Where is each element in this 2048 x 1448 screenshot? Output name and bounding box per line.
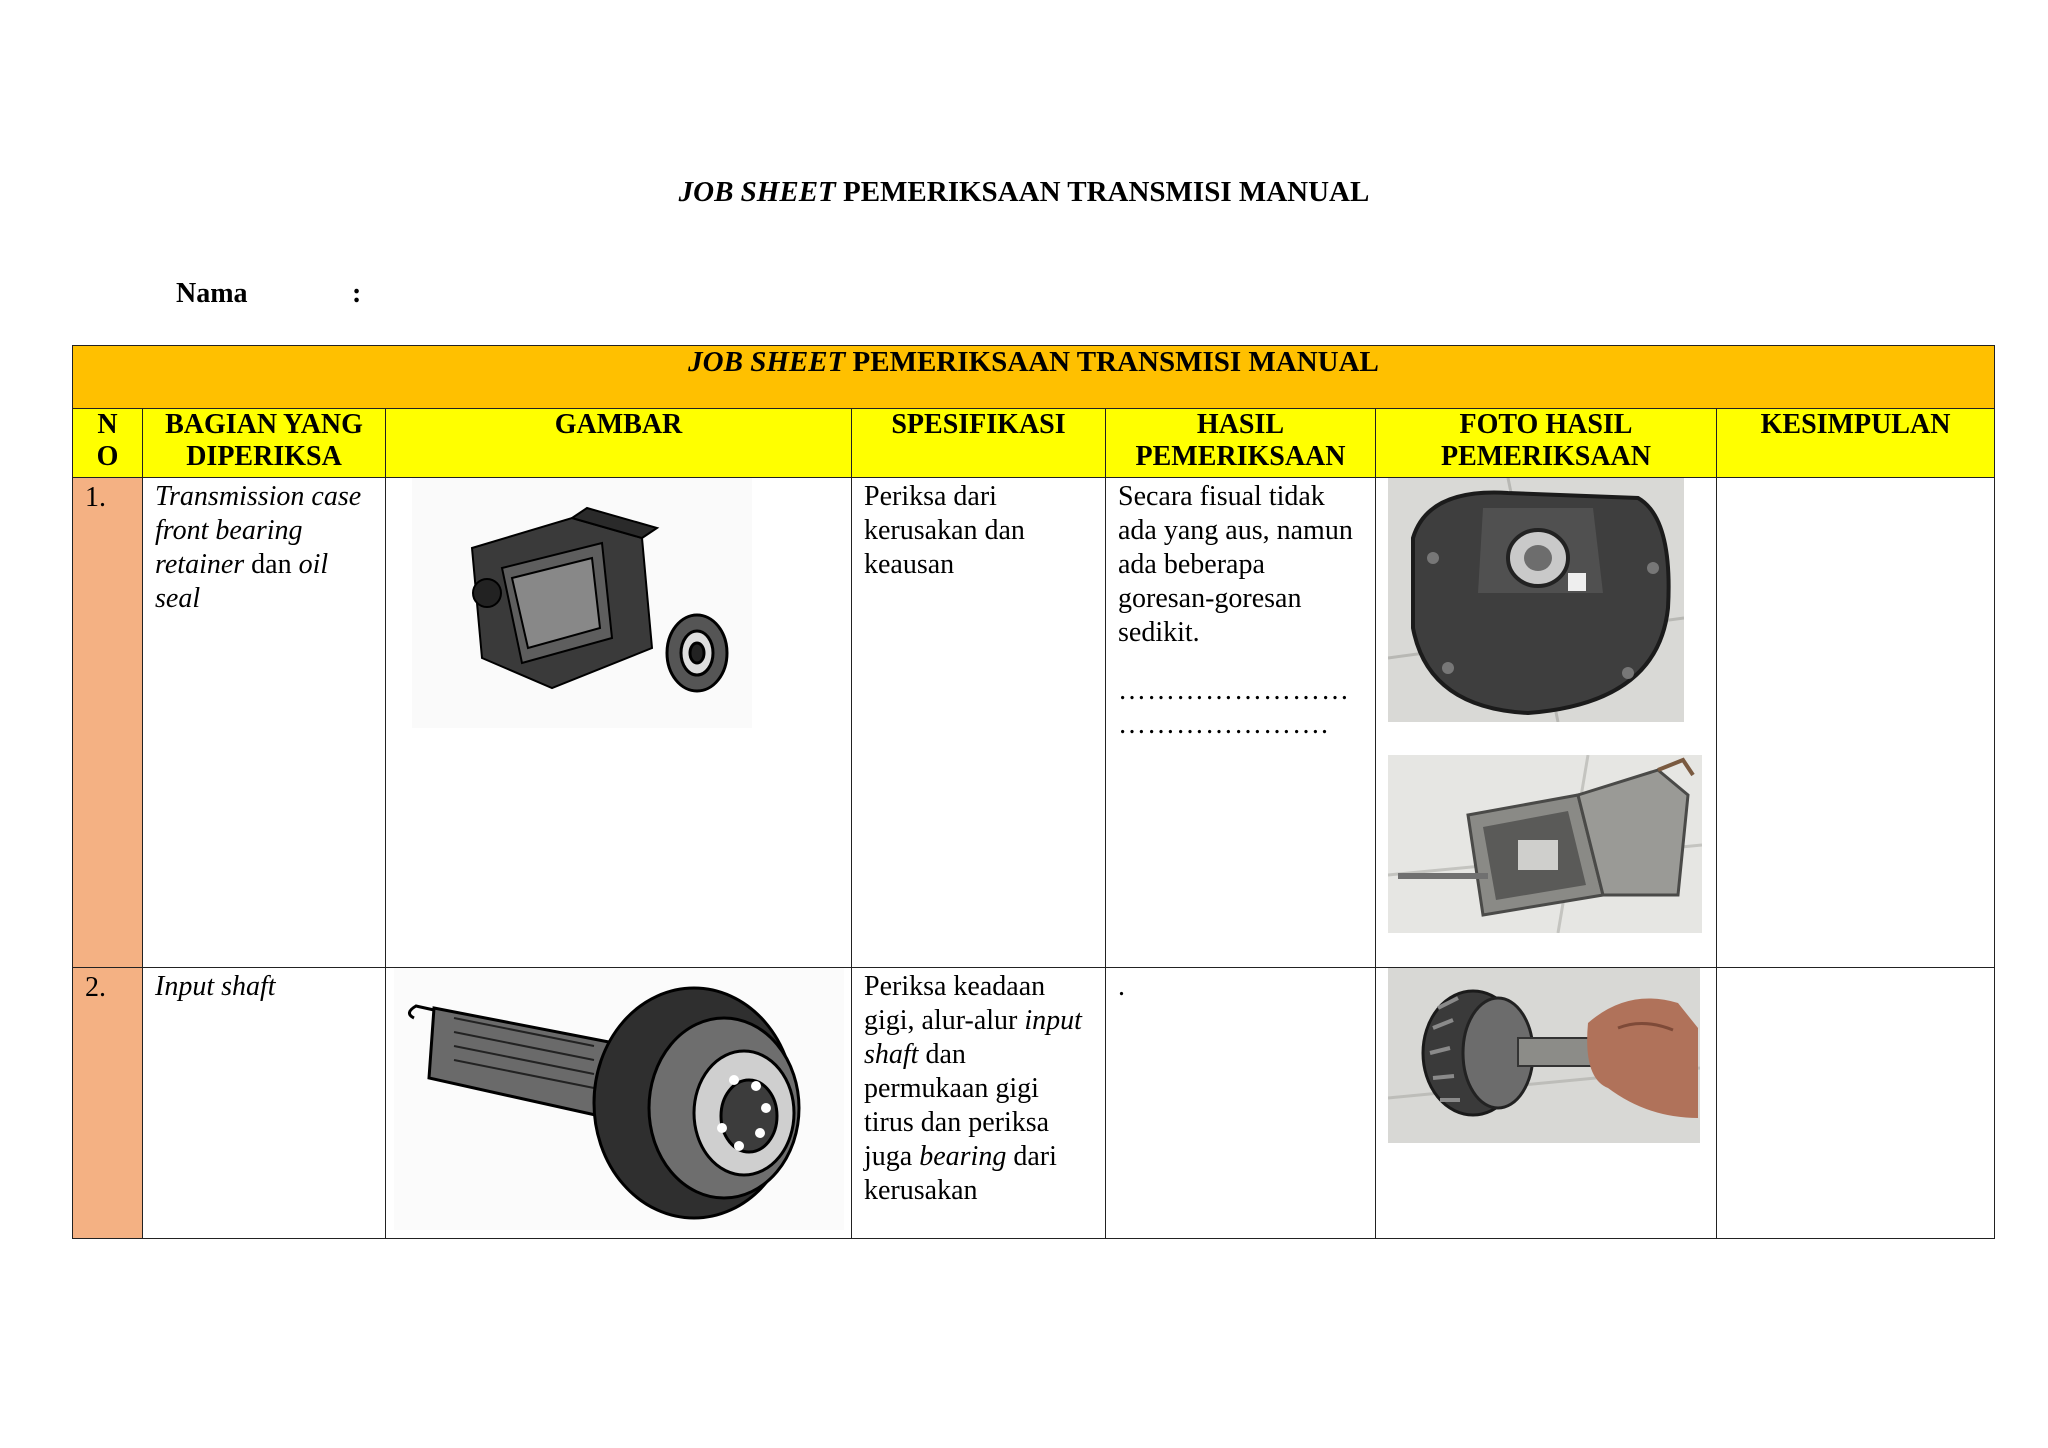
- header-gambar: GAMBAR: [386, 409, 852, 478]
- spesifikasi-cell: [852, 968, 1106, 1239]
- header-no: [73, 409, 143, 478]
- header-spesifikasi: SPESIFIKASI: [852, 409, 1106, 478]
- kesimpulan-cell: [1717, 968, 1995, 1239]
- page-title-rest: PEMERIKSAAN TRANSMISI MANUAL: [835, 176, 1370, 208]
- bellhousing-photo: [1388, 478, 1684, 722]
- header-hasil-line1: HASIL: [1196, 409, 1285, 440]
- bagian-italic: Transmission case front bearing retainer: [155, 481, 362, 580]
- table-row: [73, 968, 1995, 1239]
- header-foto-line1: FOTO HASIL: [1459, 409, 1633, 440]
- hasil-cell: [1106, 478, 1376, 968]
- header-no-line1: N: [97, 409, 118, 440]
- spes-part-c: dan permukaan gigi tirus dan periksa juga: [864, 1039, 1050, 1172]
- spesifikasi-cell: Periksa dari kerusakan dan keausan: [852, 478, 1106, 968]
- hasil-text: Secara fisual tidak ada yang aus, namun ada beberapa goresan-goresan sedikit.: [1118, 481, 1353, 648]
- hasil-dots-line2: ………………….: [1118, 709, 1329, 740]
- table-title-italic: JOB SHEET: [688, 346, 846, 378]
- row-number: 1.: [73, 478, 143, 968]
- header-bagian: [143, 409, 386, 478]
- transmission-case-photo: [1388, 755, 1702, 933]
- spes-part-a: Periksa keadaan gigi, alur-alur: [864, 971, 1046, 1036]
- spes-part-b: input shaft: [864, 1005, 1082, 1070]
- foto-cell: [1376, 968, 1717, 1239]
- foto-cell: [1376, 478, 1717, 968]
- nama-colon: :: [352, 278, 362, 309]
- table-title-row: [73, 346, 1995, 409]
- bagian-italic: Input shaft: [155, 971, 276, 1002]
- input-shaft-photo: [1388, 968, 1700, 1143]
- header-foto: [1376, 409, 1717, 478]
- nama-field: [176, 278, 362, 310]
- page-title: [0, 176, 2048, 209]
- table-title-rest: PEMERIKSAAN TRANSMISI MANUAL: [845, 346, 1379, 378]
- spes-part-d: bearing: [919, 1141, 1007, 1172]
- table-header-row: [73, 409, 1995, 478]
- header-hasil: [1106, 409, 1376, 478]
- kesimpulan-cell: [1717, 478, 1995, 968]
- header-bagian-line1: BAGIAN YANG: [165, 409, 363, 440]
- hasil-cell: .: [1106, 968, 1376, 1239]
- header-bagian-line2: DIPERIKSA: [186, 441, 342, 472]
- row-number: 2.: [73, 968, 143, 1239]
- gambar-cell: [386, 968, 852, 1239]
- table-title: [73, 346, 1995, 409]
- gambar-cell: [386, 478, 852, 968]
- bagian-cell: [143, 478, 386, 968]
- bagian-plain: dan: [251, 549, 292, 580]
- page-title-italic: JOB SHEET: [678, 176, 836, 208]
- bagian-italic-2: oil seal: [155, 549, 329, 614]
- hasil-dots: [1118, 674, 1363, 742]
- header-hasil-line2: PEMERIKSAAN: [1135, 441, 1346, 472]
- header-kesimpulan: KESIMPULAN: [1717, 409, 1995, 478]
- header-foto-line2: PEMERIKSAAN: [1440, 441, 1651, 472]
- table-row: [73, 478, 1995, 968]
- header-no-line2: O: [96, 441, 119, 472]
- spes-part-e: dari kerusakan: [864, 1141, 1057, 1206]
- input-shaft-drawing: [394, 968, 844, 1230]
- nama-label: Nama: [176, 278, 248, 309]
- hasil-dots-line1: ……………………: [1118, 675, 1350, 706]
- bagian-cell: [143, 968, 386, 1239]
- inspection-table: [72, 345, 1995, 1239]
- transmission-case-drawing: [412, 478, 752, 728]
